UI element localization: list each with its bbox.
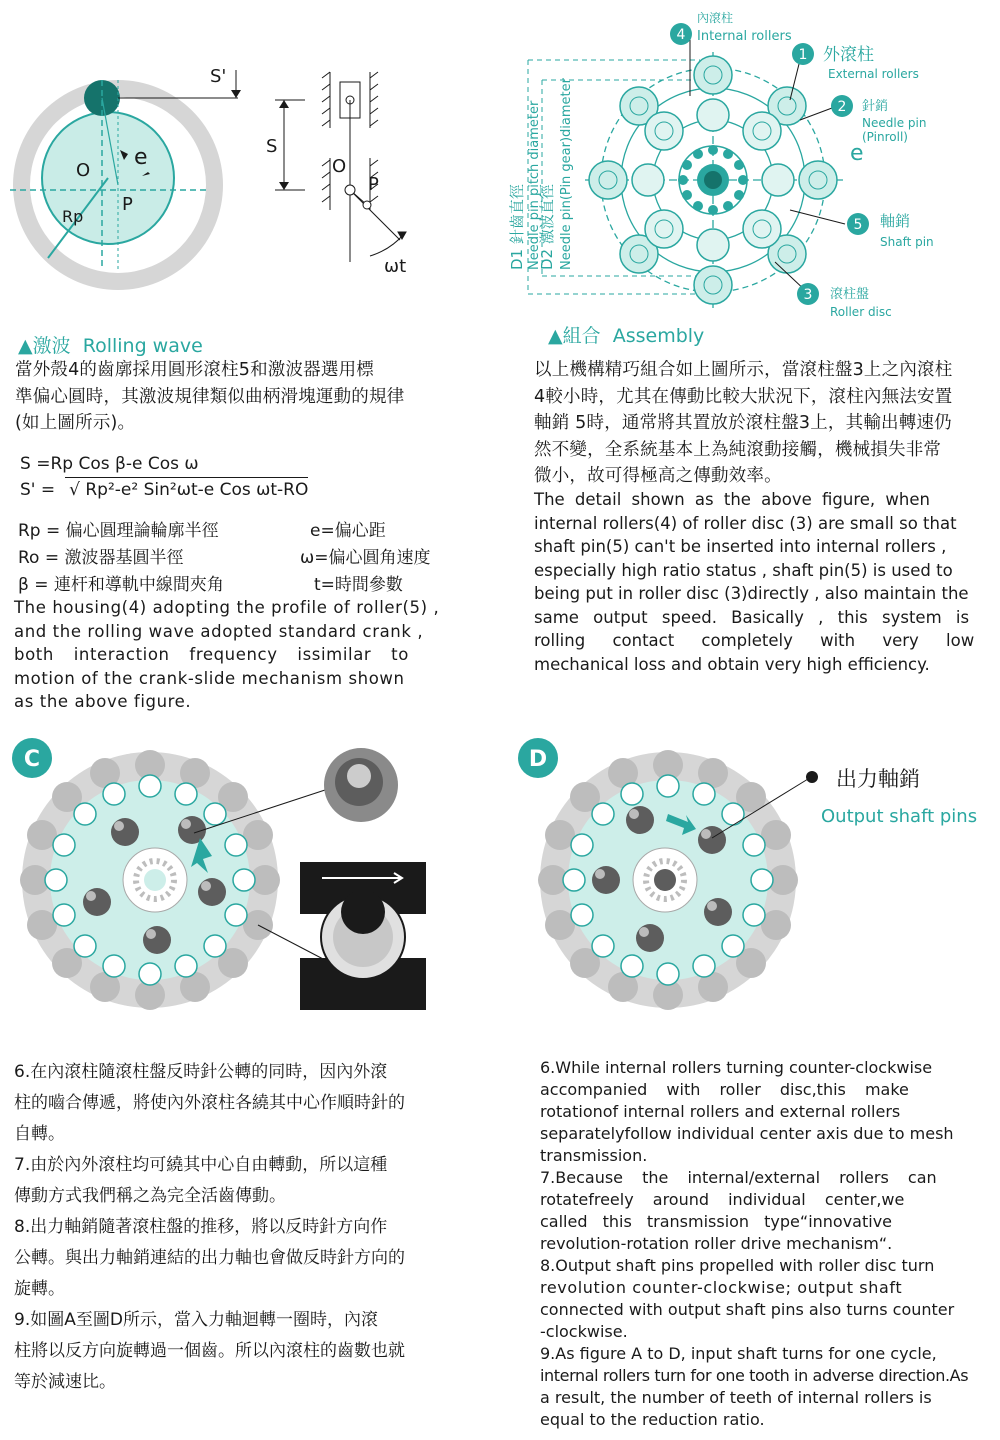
def-e: e=偏心距 xyxy=(310,521,386,541)
svg-text:External rollers: External rollers xyxy=(828,67,919,81)
svg-text:(Pinroll): (Pinroll) xyxy=(862,130,908,144)
assembly-diagram xyxy=(500,0,1000,330)
bottom-en: 6.While internal rollers turning counter-clockwise accompanied with roller disc,this make rotationof internal rollers and external rollers separatelyfollow individual center axis due to mesh transmission. 7.Because the internal/external rollers can rotatefreely around individual center,we called this transmission type“innovative revolution-rotation roller drive mechanism“. 8.Output shaft pins propelled with roller disc turn revolution counter-clockwise; output shaft connected with output shaft pins also turns counter -clockwise. 9.As figure A to D, input shaft turns for one cycle, internal rollers turn for one tooth in adverse direction.As a result, the number of teeth of internal rollers is equal to the reduction ratio. xyxy=(540,1058,969,1429)
svg-text:軸銷: 軸銷 xyxy=(880,212,911,230)
rolling-wave-en: The housing(4) adopting the profile of roller(5) , and the rolling wave adopted standard crank , both interaction frequency issimilar to motion of the crank-slide mechanism shown as the above figure. xyxy=(14,598,440,711)
label-e: e xyxy=(134,145,148,170)
rolling-wave-zh: 當外殼4的齒廓採用圓形滾柱5和激波器選用標 準偏心圓時，其激波規律類似曲柄滑塊運動的規律 (如上圖所示)。 xyxy=(15,360,405,433)
figure-d xyxy=(510,730,1000,1030)
callout-roller-disc xyxy=(797,283,892,319)
output-shaft-pins-en: Output shaft pins xyxy=(821,806,978,827)
e-label: e xyxy=(850,141,864,166)
label-o2: O xyxy=(332,156,347,177)
d1-en-label: Needle pin pitch diameter xyxy=(527,100,542,270)
d1-label: D1 針齒直徑 xyxy=(508,184,526,270)
d2-label: D2 激波直徑 xyxy=(538,184,556,270)
label-s: S xyxy=(266,136,278,157)
figure-c xyxy=(0,730,470,1030)
def-ro: Ro = 激波器基圓半徑 xyxy=(18,548,184,568)
callout-needle-pin xyxy=(831,95,926,144)
rolling-wave-heading: ▲激波 Rolling wave xyxy=(18,335,203,357)
d2-en-label: Needle pin(Pin gear)diameter xyxy=(559,78,574,270)
formula-s-prime: S' = √ Rp²-e² Sin²ωt-e Cos ωt-RO xyxy=(20,477,308,502)
label-s-prime: S' xyxy=(210,66,227,87)
bottom-zh: 6.在內滾柱隨滾柱盤反時針公轉的同時，因內外滾 柱的嚙合傳遞，將使內外滾柱各繞其中心作順時針的 自轉。 7.由於內外滾柱均可繞其中心自由轉動，所以這種 傳動方式我們稱之為完全活齒傳動。 8.出力軸銷隨著滾柱盤的推移，將以反時針方向作 公轉。與出力軸銷連結的出力軸也會做反時針方向的 旋轉。 9.如圖A至圖D所示，當入力軸迴轉一圈時，內滾 柱將以反方向旋轉過一個齒。所以內滾柱的齒數也就 等於減速比。 xyxy=(14,1062,405,1392)
svg-text:4: 4 xyxy=(676,27,686,43)
assembly-en: The detail shown as the above figure, when internal rollers(4) of roller disc (3) are small so that shaft pin(5) can't be inserted into internal rollers , especially high ratio status , shaft pin(5) is used to being put in roller disc (3)directly , also maintain the same output speed. Basically , this system is rolling contact completely with very low mechanical loss and obtain very high efficiency. xyxy=(534,490,975,674)
svg-text:1: 1 xyxy=(798,47,808,63)
label-p2: P xyxy=(368,174,379,195)
label-rp: Rp xyxy=(62,207,84,226)
svg-text:Roller disc: Roller disc xyxy=(830,305,892,319)
def-rp: Rp = 偏心圓理論輪廓半徑 xyxy=(18,521,219,541)
svg-text:D: D xyxy=(528,747,548,772)
svg-text:內滾柱: 內滾柱 xyxy=(697,11,734,25)
assembly-zh: 以上機構精巧組合如上圖所示，當滾柱盤3上之內滾柱 4較小時，尤其在傳動比較大狀況下，滾柱內無法安置 軸銷 5時，通常將其置放於滾柱盤3上，其輸出轉速仍 然不變，全系統基本上為純滾動接觸，機械損失非常 微小，故可得極高之傳動效率。 xyxy=(534,360,953,486)
svg-text:C: C xyxy=(23,747,41,772)
svg-text:3: 3 xyxy=(803,287,813,303)
svg-text:Internal rollers: Internal rollers xyxy=(697,29,792,44)
svg-text:針銷: 針銷 xyxy=(862,99,889,114)
svg-text:Needle pin: Needle pin xyxy=(862,116,927,130)
def-omega: ω=偏心圓角速度 xyxy=(300,548,431,568)
label-o: O xyxy=(76,160,91,181)
label-wt: ωt xyxy=(384,256,407,277)
label-p: P xyxy=(122,194,133,215)
rolling-wave-diagram xyxy=(0,50,470,290)
output-shaft-pins-zh: 出力軸銷 xyxy=(836,767,920,791)
svg-text:Shaft pin: Shaft pin xyxy=(880,235,934,249)
svg-text:5: 5 xyxy=(853,217,863,233)
callout-external-rollers xyxy=(792,43,919,81)
svg-text:外滾柱: 外滾柱 xyxy=(823,45,874,65)
svg-text:2: 2 xyxy=(837,99,847,115)
callout-shaft-pin xyxy=(847,212,934,249)
formula-s: S =Rp Cos β-e Cos ω xyxy=(20,454,199,474)
svg-text:滾柱盤: 滾柱盤 xyxy=(830,287,870,302)
def-t: t=時間參數 xyxy=(314,575,403,595)
assembly-heading: ▲組合 Assembly xyxy=(548,325,705,347)
callout-internal-rollers xyxy=(670,10,792,45)
def-beta: β = 連杆和導軌中線間夾角 xyxy=(18,575,224,595)
